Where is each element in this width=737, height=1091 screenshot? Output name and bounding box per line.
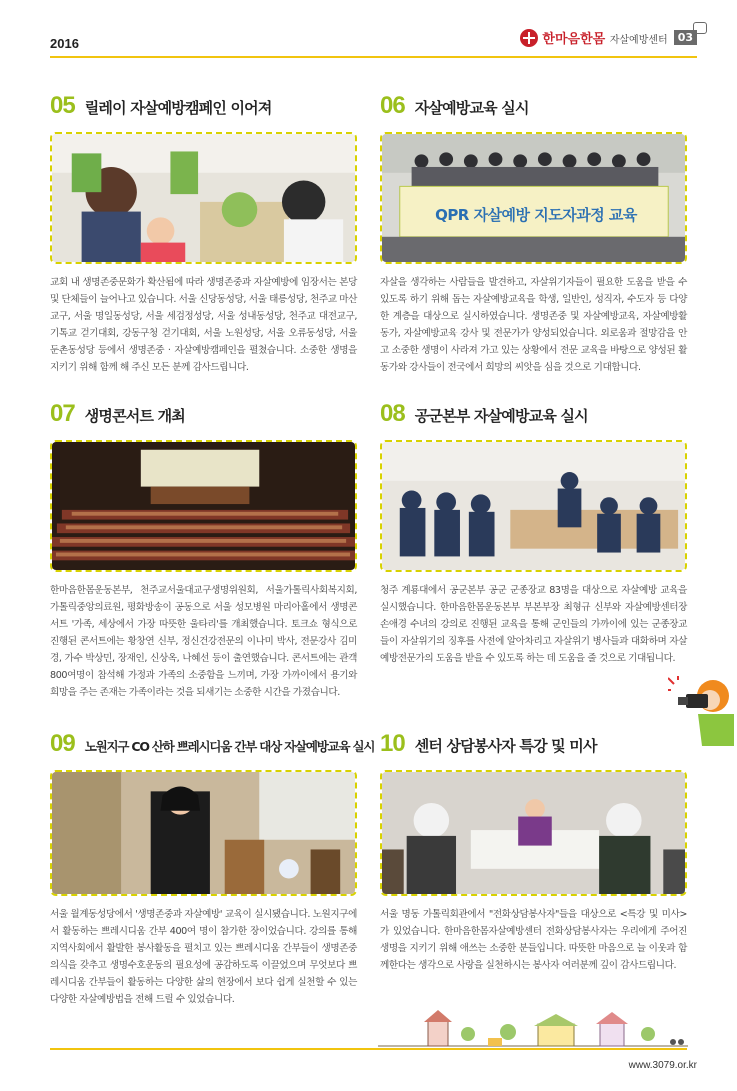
article-number: 07: [50, 400, 75, 427]
article-body: 서울 명동 가톨릭회관에서 "전화상담봉사자"들을 대상으로 <특강 및 미사>가 있었습니다. 한마음한몸자살예방센터 전화상담봉사자는 우리에게 주어진 생명을 지키기 위해 애쓰는 소중한 분들입니다. 따뜻한 마음으로 늘 이웃과 함께한다는 생각으로 사랑을 실천하시는 봉사자 여러분께 깊이 감사드립니다.: [380, 909, 687, 971]
campaign-photo-icon: [52, 134, 355, 262]
nun-lecture-photo-icon: [52, 772, 355, 894]
education-group-photo: [380, 132, 687, 264]
article-09: [50, 730, 375, 1008]
article-body: 교회 내 생명존중문화가 확산됨에 따라 생명존중과 자살예방에 임장서는 본당 및 단체들이 늘어나고 있습니다. 서울 신당동성당, 서울 태릉성당, 천주교 마산교구, 서울 명일동성당, 서울 세검정성당, 서울 성내동성당, 천주교 대전교구, 기톡교 걷기대회, 강동구청 걷기대회, 서울 노원성당, 서울 오류동성당, 서울 둔촌동성당 등에서 생명존중 · 자살예방캠페인을 펼쳤습니다. 소중한 생명을 지키기 위해 함께 해 주신 모든 분께 감사드립니다.: [50, 277, 357, 373]
footer-url[interactable]: www.3079.or.kr: [628, 1060, 697, 1071]
nun-lecture-photo: [50, 770, 357, 896]
qpr-banner-text: QPR 자살예방 지도자과정 교육: [435, 205, 637, 224]
article-title: 공군본부 자살예방교육 실시: [414, 407, 588, 425]
header-rule: [50, 56, 697, 58]
article-number: 09: [50, 730, 75, 757]
article-body: 자살을 생각하는 사람들을 발견하고, 자살위기자들이 필요한 도움을 받을 수 있도록 하기 위해 돕는 자살예방교육을 학생, 일반인, 성직자, 수도자 등 다양한 계층을 대상으로 실시하였습니다. 생명존중 및 자살예방교육, 자살예방활동가, 자살예방교육 강사 및 전문가가 양성되었습니다. 외로움과 절망감을 안고 소중한 생명이 사라져 가고 있는 상황에서 전문 교육을 바탕으로 양성된 활동가와 강사들이 전국에서 희망의 씨앗을 심을 것으로 기대합니다.: [380, 277, 687, 373]
article-heading: [50, 400, 357, 430]
concert-hall-photo: [50, 440, 357, 572]
town-illustration-icon: [378, 1006, 688, 1050]
concert-hall-photo-icon: [52, 442, 355, 570]
article-10: [380, 730, 687, 974]
article-06: [380, 92, 687, 376]
article-title: 노원지구 CO 산하 쁘레시디움 간부 대상 자살예방교육 실시: [84, 739, 375, 754]
article-heading: [50, 92, 357, 122]
mass-photo: [380, 770, 687, 896]
article-number: 10: [380, 730, 405, 757]
article-heading: [50, 730, 375, 760]
article-number: 05: [50, 92, 75, 119]
brand-sub: 자살예방센터: [609, 35, 668, 46]
article-05: [50, 92, 357, 376]
brand-main: 한마음한몸: [542, 32, 606, 47]
cross-logo-icon: [520, 29, 538, 47]
mass-photo-icon: [382, 772, 685, 894]
article-title: 자살예방교육 실시: [414, 99, 529, 117]
article-body: 청주 계룡대에서 공군본부 공군 군종장교 83명을 대상으로 자살예방 교육을 실시했습니다. 한마음한몸운동본부 부본부장 최형규 신부와 자살예방센터장 손애경 수녀의 강의로 진행된 교육을 통해 군인들의 가까이에 있는 군종장교들이 자살위기의 징후를 사전에 알아차리고 자살위기 병사들과 대화하며 자살예방전문가의 도움을 받을 수 있도록 하는 데 도움을 줄 것으로 기대됩니다.: [380, 585, 687, 664]
air-force-class-photo: [380, 440, 687, 572]
article-title: 센터 상담봉사자 특강 및 미사: [414, 737, 597, 755]
air-force-class-photo-icon: [382, 442, 685, 570]
brand-name: [542, 28, 667, 47]
article-body: 한마음한몸운동본부, 천주교서울대교구생명위원회, 서울가톨릭사회복지회, 가톨릭중앙의료원, 평화방송이 공동으로 서울 성모병원 마리아홀에서 생명콘서트 '가족, 세상에서 가장 따뜻한 울타리'를 개최했습니다. 토크쇼 형식으로 진행된 콘서트에는 황창연 신부, 정신건강전문의 이나미 박사, 전문강사 김미경, 가수 박상민, 장재인, 신상옥, 나혜선 등이 출연했습니다. 콘서트에는 관객 800여명이 참석해 가정과 가족의 소중함을 느끼며, 가장 가까이에서 용기와 희망을 주는 존재는 가족이라는 것을 되새기는 소중한 시간을 가졌습니다.: [50, 585, 357, 698]
article-heading: [380, 400, 687, 430]
article-07: [50, 400, 357, 701]
article-title: 릴레이 자살예방캠페인 이어져: [84, 99, 272, 117]
article-number: 06: [380, 92, 405, 119]
campaign-photo: [50, 132, 357, 264]
camera-kid-illustration-icon: [668, 676, 737, 746]
page-number: 03: [674, 30, 697, 45]
brand-header: [520, 28, 697, 47]
article-08: [380, 400, 687, 667]
article-body: 서울 월계동성당에서 '생명존중과 자살예방' 교육이 실시됐습니다. 노원지구에서 활동하는 쁘레시디움 간부 400여 명이 참가한 장이었습니다. 강의를 통해 지역사회에서 활발한 봉사활동을 펼치고 있는 쁘레시디움 간부들이 생명존중 의식을 갖추고 생명수호운동의 필요성에 공감하도록 이끌었으며 무엇보다 쁘레시디움 간부들이 활동하는 다양한 삶의 현장에서 보다 쉽게 실천할 수 있는 다양한 자살예방법을 전해 드릴 수 있었습니다.: [50, 909, 357, 1005]
article-heading: [380, 730, 687, 760]
article-title: 생명콘서트 개최: [84, 407, 185, 425]
article-number: 08: [380, 400, 405, 427]
footer-rule: [50, 1048, 687, 1050]
issue-year: 2016: [50, 36, 79, 51]
article-heading: [380, 92, 687, 122]
